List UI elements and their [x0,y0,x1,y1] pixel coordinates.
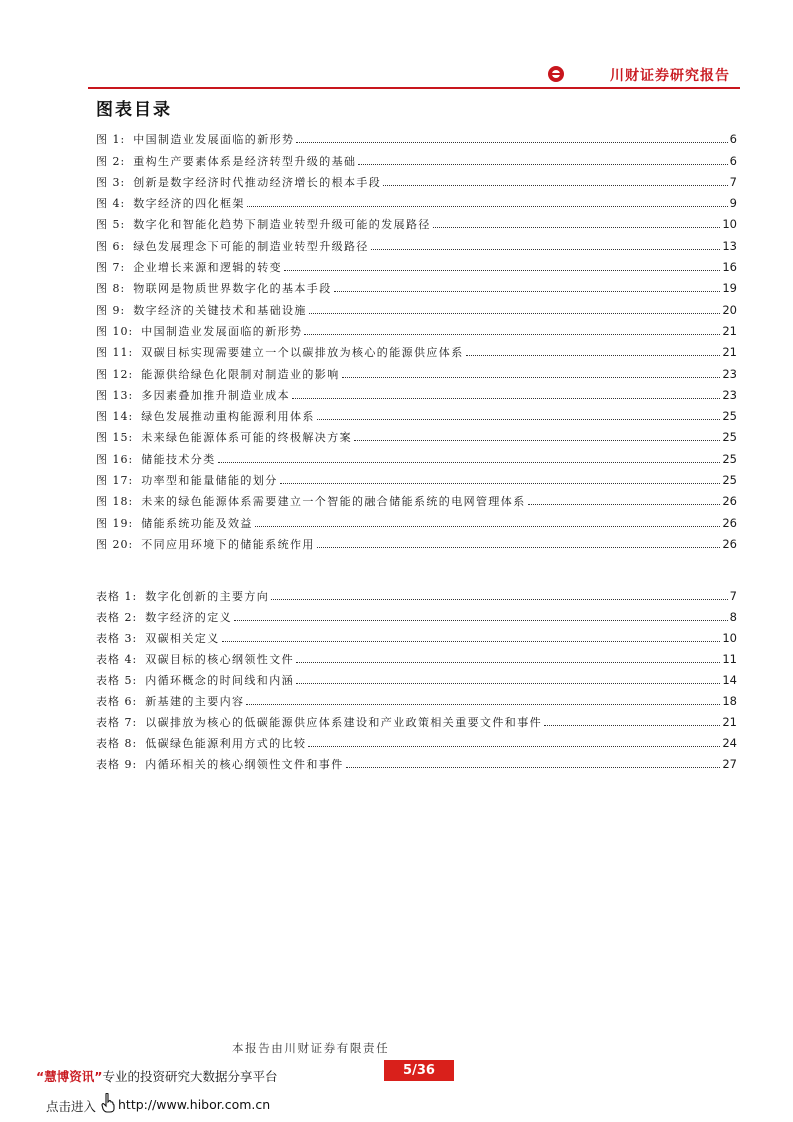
toc-heading: 图表目录 [96,100,172,120]
toc-entry[interactable] [96,274,737,295]
toc-entry-label: 图 13: [96,388,134,402]
toc-entry-label: 图 1: [96,133,126,147]
toc-entry-page: 21 [722,345,737,360]
toc-entry-page: 20 [722,302,737,317]
toc-entry[interactable] [96,210,737,231]
toc-entry-label: 图 9: [96,303,126,317]
toc-entry[interactable] [96,168,737,189]
toc-entry-title: 未来绿色能源体系可能的终极解决方案 [141,431,353,445]
toc-entry[interactable] [96,402,737,423]
toc-entry-page: 13 [722,238,737,253]
toc-entry-page: 8 [729,610,737,624]
toc-entry-title: 中国制造业发展面临的新形势 [141,324,303,338]
toc-entry-label: 表格 5: [96,674,138,687]
toc-entry[interactable] [96,423,737,444]
toc-entry-label: 图 11: [96,346,134,360]
toc-dot-leader [528,504,721,505]
toc-entry[interactable] [96,582,737,603]
toc-entry[interactable] [96,687,737,708]
toc-entry[interactable] [96,125,737,146]
toc-entry-title: 内循环概念的时间线和内涵 [145,674,295,687]
toc-entry-title: 储能技术分类 [141,452,216,466]
toc-entry-label: 表格 4: [96,653,138,666]
chuancai-securities-logo-icon [548,66,564,82]
toc-entry-title: 数字经济的四化框架 [133,197,245,211]
toc-dot-leader [304,334,720,335]
toc-entry-page: 14 [722,673,737,687]
toc-entry[interactable] [96,444,737,465]
toc-entry-title: 数字经济的关键技术和基础设施 [133,303,307,317]
toc-entry-page: 26 [722,536,737,551]
toc-entry-label: 图 8: [96,282,126,296]
toc-entry-page: 24 [722,736,737,750]
toc-entry-label: 表格 6: [96,695,138,708]
toc-entry-page: 6 [729,132,737,147]
toc-entry[interactable] [96,603,737,624]
toc-entry[interactable] [96,295,737,316]
toc-entry[interactable] [96,624,737,645]
toc-entry-label: 图 2: [96,154,126,168]
toc-entry-page: 26 [722,494,737,509]
toc-dot-leader [354,440,720,441]
toc-entry-page: 25 [722,451,737,466]
toc-entry-title: 内循环相关的核心纲领性文件和事件 [145,758,344,771]
toc-entry-page: 16 [722,260,737,275]
toc-entry-page: 25 [722,409,737,424]
header-divider [88,87,740,89]
toc-entry-label: 图 12: [96,367,134,381]
toc-entry-page: 11 [722,652,737,666]
toc-dot-leader [544,725,720,726]
toc-entry-title: 中国制造业发展面临的新形势 [133,133,295,147]
toc-dot-leader [317,419,721,420]
toc-entry[interactable] [96,666,737,687]
toc-entry-page: 19 [722,281,737,296]
toc-entry-label: 图 17: [96,474,134,488]
toc-entry-label: 图 7: [96,261,126,275]
toc-entry-page: 21 [722,323,737,338]
toc-entry-title: 创新是数字经济时代推动经济增长的根本手段 [133,175,382,189]
toc-entry-label: 图 10: [96,324,134,338]
promo-banner[interactable] [36,1067,277,1085]
toc-entry-page: 25 [722,473,737,488]
toc-entry-title: 企业增长来源和逻辑的转变 [133,261,283,275]
toc-entry-title: 新基建的主要内容 [145,695,245,708]
footer-disclaimer: 本报告由川财证券有限责任 [232,1041,390,1055]
toc-dot-leader [296,142,727,143]
toc-entry[interactable] [96,466,737,487]
toc-dot-leader [271,599,727,600]
toc-dot-leader [346,767,721,768]
pointing-hand-icon [101,1093,115,1113]
toc-dot-leader [309,313,721,314]
promo-brand: “慧博资讯” [36,1069,103,1084]
toc-entry-label: 图 6: [96,239,126,253]
toc-dot-leader [433,227,721,228]
toc-entry-label: 表格 9: [96,758,138,771]
toc-entry-label: 表格 1: [96,590,138,603]
toc-entry-page: 18 [722,694,737,708]
toc-dot-leader [358,164,727,165]
toc-entry-title: 双碳相关定义 [145,632,220,645]
toc-dot-leader [284,270,720,271]
toc-entry-title: 低碳绿色能源利用方式的比较 [145,737,307,750]
toc-entry[interactable] [96,729,737,750]
toc-entry-page: 23 [722,387,737,402]
toc-dot-leader [280,483,721,484]
toc-entry[interactable] [96,146,737,167]
toc-entry-title: 未来的绿色能源体系需要建立一个智能的融合储能系统的电网管理体系 [141,495,526,509]
toc-entry-label: 图 19: [96,516,134,530]
toc-entry-label: 图 18: [96,495,134,509]
toc-entry[interactable] [96,487,737,508]
toc-entry-page: 7 [729,589,737,603]
toc-entry-label: 图 20: [96,537,134,551]
toc-entry[interactable] [96,708,737,729]
toc-entry[interactable] [96,381,737,402]
toc-entry-label: 表格 3: [96,632,138,645]
toc-dot-leader [296,662,720,663]
toc-entry[interactable] [96,359,737,380]
toc-entry-title: 多因素叠加推升制造业成本 [141,388,291,402]
toc-entry-title: 以碳排放为核心的低碳能源供应体系建设和产业政策相关重要文件和事件 [145,716,543,729]
toc-entry[interactable] [96,338,737,359]
toc-entry-title: 能源供给绿色化限制对制造业的影响 [141,367,340,381]
toc-entry-title: 储能系统功能及效益 [141,516,253,530]
toc-dot-leader [222,641,721,642]
toc-entry[interactable] [96,750,737,771]
toc-entry-page: 26 [722,515,737,530]
toc-entry-title: 数字化创新的主要方向 [145,590,270,603]
toc-entry-title: 绿色发展推动重构能源利用体系 [141,410,315,424]
figure-list [96,125,737,551]
toc-entry-title: 数字化和智能化趋势下制造业转型升级可能的发展路径 [133,218,431,232]
toc-entry-label: 表格 8: [96,737,138,750]
toc-entry-page: 10 [722,631,737,645]
toc-dot-leader [218,462,721,463]
toc-dot-leader [308,746,720,747]
table-list [96,582,737,771]
toc-entry-title: 绿色发展理念下可能的制造业转型升级路径 [133,239,369,253]
enter-link-label[interactable]: 点击进入 [46,1099,97,1114]
toc-entry[interactable] [96,317,737,338]
toc-entry-title: 双碳目标实现需要建立一个以碳排放为核心的能源供应体系 [141,346,464,360]
toc-entry[interactable] [96,231,737,252]
toc-dot-leader [334,291,721,292]
toc-entry-label: 图 16: [96,452,134,466]
toc-entry-label: 表格 2: [96,611,138,624]
toc-entry-page: 9 [729,196,737,211]
toc-entry-page: 25 [722,430,737,445]
toc-dot-leader [296,683,720,684]
hibor-url-link[interactable]: http://www.hibor.com.cn [118,1097,271,1112]
toc-entry-page: 10 [722,217,737,232]
toc-entry-label: 图 5: [96,218,126,232]
toc-dot-leader [246,704,720,705]
toc-dot-leader [317,547,721,548]
toc-entry-page: 7 [729,174,737,189]
toc-entry-title: 重构生产要素体系是经济转型升级的基础 [133,154,357,168]
report-header-title: 川财证券研究报告 [610,68,730,84]
toc-entry-page: 6 [729,153,737,168]
toc-entry[interactable] [96,253,737,274]
toc-entry-title: 功率型和能量储能的划分 [141,474,278,488]
toc-entry-title: 数字经济的定义 [145,611,233,624]
toc-dot-leader [371,249,721,250]
toc-entry-page: 23 [722,366,737,381]
toc-entry[interactable] [96,508,737,529]
toc-dot-leader [292,398,720,399]
toc-dot-leader [383,185,727,186]
toc-entry-label: 表格 7: [96,716,138,729]
toc-entry[interactable] [96,530,737,551]
toc-entry-label: 图 3: [96,175,126,189]
toc-entry[interactable] [96,645,737,666]
toc-dot-leader [466,355,721,356]
toc-dot-leader [247,206,728,207]
toc-dot-leader [255,526,721,527]
toc-entry[interactable] [96,189,737,210]
toc-entry-label: 图 14: [96,410,134,424]
toc-entry-title: 物联网是物质世界数字化的基本手段 [133,282,332,296]
toc-dot-leader [234,620,728,621]
toc-entry-page: 21 [722,715,737,729]
toc-entry-title: 不同应用环境下的储能系统作用 [141,537,315,551]
toc-entry-page: 27 [722,757,737,771]
promo-text: 专业的投资研究大数据分享平台 [102,1069,278,1084]
toc-dot-leader [342,377,721,378]
toc-entry-title: 双碳目标的核心纲领性文件 [145,653,295,666]
toc-entry-label: 图 4: [96,197,126,211]
toc-entry-label: 图 15: [96,431,134,445]
page-indicator: 5/36 [384,1060,454,1081]
